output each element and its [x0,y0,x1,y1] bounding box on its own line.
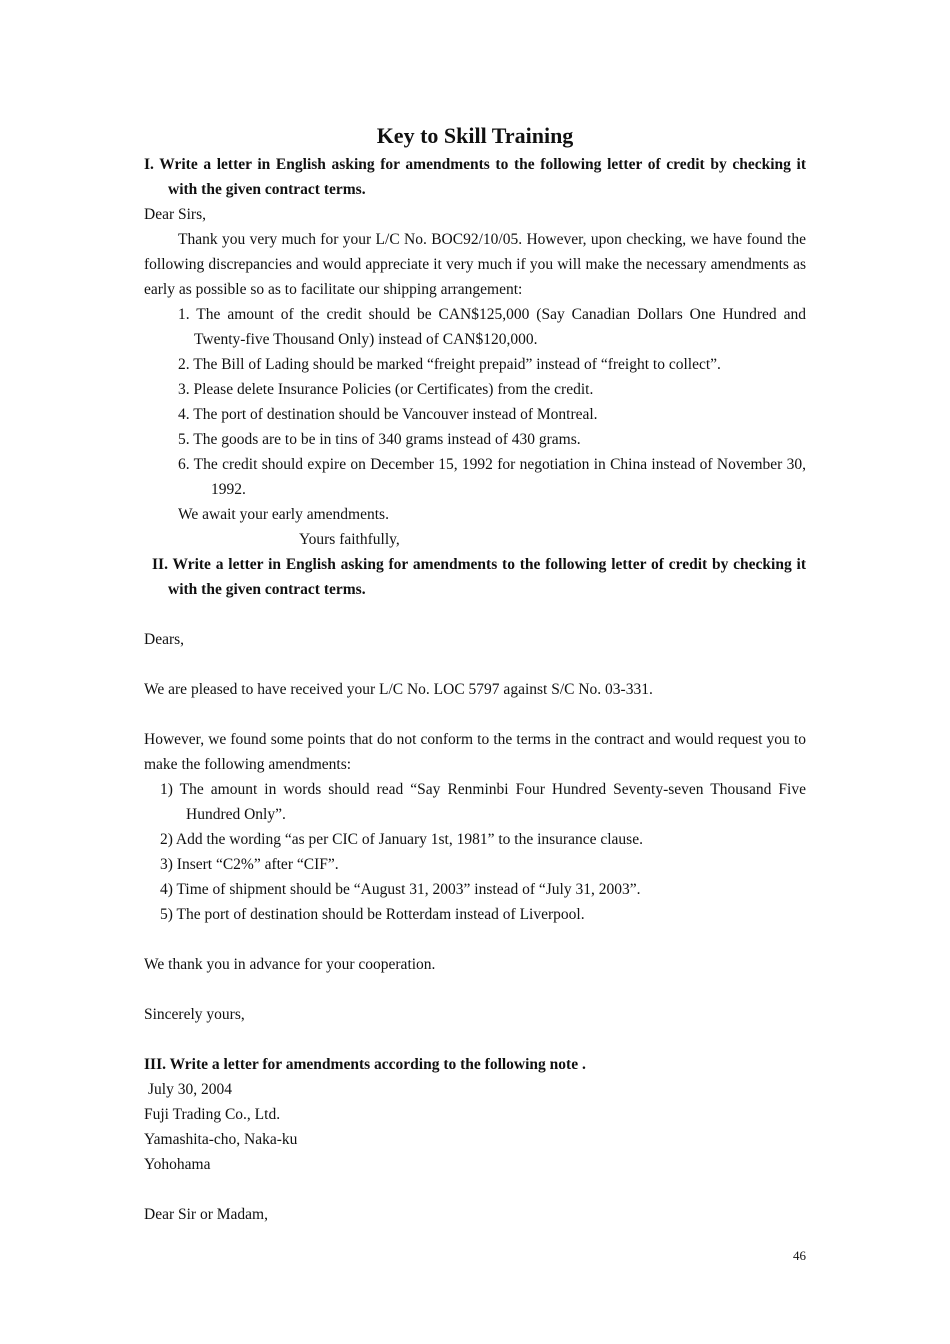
closing-line-1: We await your early amendments. [178,506,389,523]
thanks-line-2: We thank you in advance for your cooperation. [144,956,436,973]
signoff-1: Yours faithfully, [299,531,400,548]
salutation-3: Dear Sir or Madam, [144,1206,268,1223]
intro-paragraph-1: Thank you very much for your L/C No. BOC92/10/05. However, upon checking, we have found the following discrepancies and would appreciate it very much if you will make the necessary amendments as early as possible so as to facilitate our shipping arrangement: [144,231,806,298]
list-item: 1. The amount of the credit should be CAN$125,000 (Say Canadian Dollars One Hundred and Twenty-five Thousand Only) instead of CAN$120,000. [178,306,806,348]
list-item: 5. The goods are to be in tins of 340 grams instead of 430 grams. [178,431,581,448]
address-line: Yohohama [144,1156,211,1173]
letter-date: July 30, 2004 [148,1081,232,1098]
list-item: 3. Please delete Insurance Policies (or Certificates) from the credit. [178,381,594,398]
intro-paragraph-2a: We are pleased to have received your L/C No. LOC 5797 against S/C No. 03-331. [144,681,653,698]
list-item: 2. The Bill of Lading should be marked “freight prepaid” instead of “freight to collect”. [178,356,721,373]
list-item: 5) The port of destination should be Rotterdam instead of Liverpool. [160,906,585,923]
document-page [144,120,806,1227]
list-item: 4. The port of destination should be Vancouver instead of Montreal. [178,406,598,423]
list-item: 3) Insert “C2%” after “CIF”. [160,856,339,873]
list-item: 2) Add the wording “as per CIC of January 1st, 1981” to the insurance clause. [160,831,643,848]
question-3: III. Write a letter for amendments according to the following note . [144,1056,586,1073]
list-item: 4) Time of shipment should be “August 31, 2003” instead of “July 31, 2003”. [160,881,641,898]
page-title: Key to Skill Training [376,123,574,148]
address-line: Fuji Trading Co., Ltd. [144,1106,281,1123]
question-2: II. Write a letter in English asking for amendments to the following letter of credit by checking it with the given contract terms. [152,556,806,598]
list-item: 6. The credit should expire on December 15, 1992 for negotiation in China instead of November 30, 1992. [178,456,806,498]
page-number: 46 [793,1248,806,1263]
address-line: Yamashita-cho, Naka-ku [144,1131,298,1148]
salutation-1: Dear Sirs, [144,206,206,223]
question-1: I. Write a letter in English asking for amendments to the following letter of credit by checking it with the given contract terms. [144,156,806,198]
list-item: 1) The amount in words should read “Say Renminbi Four Hundred Seventy-seven Thousand Five Hundred Only”. [160,781,806,823]
intro-paragraph-2b: However, we found some points that do not conform to the terms in the contract and would request you to make the following amendments: [144,731,806,773]
salutation-2: Dears, [144,631,185,648]
signoff-2: Sincerely yours, [144,1006,245,1023]
